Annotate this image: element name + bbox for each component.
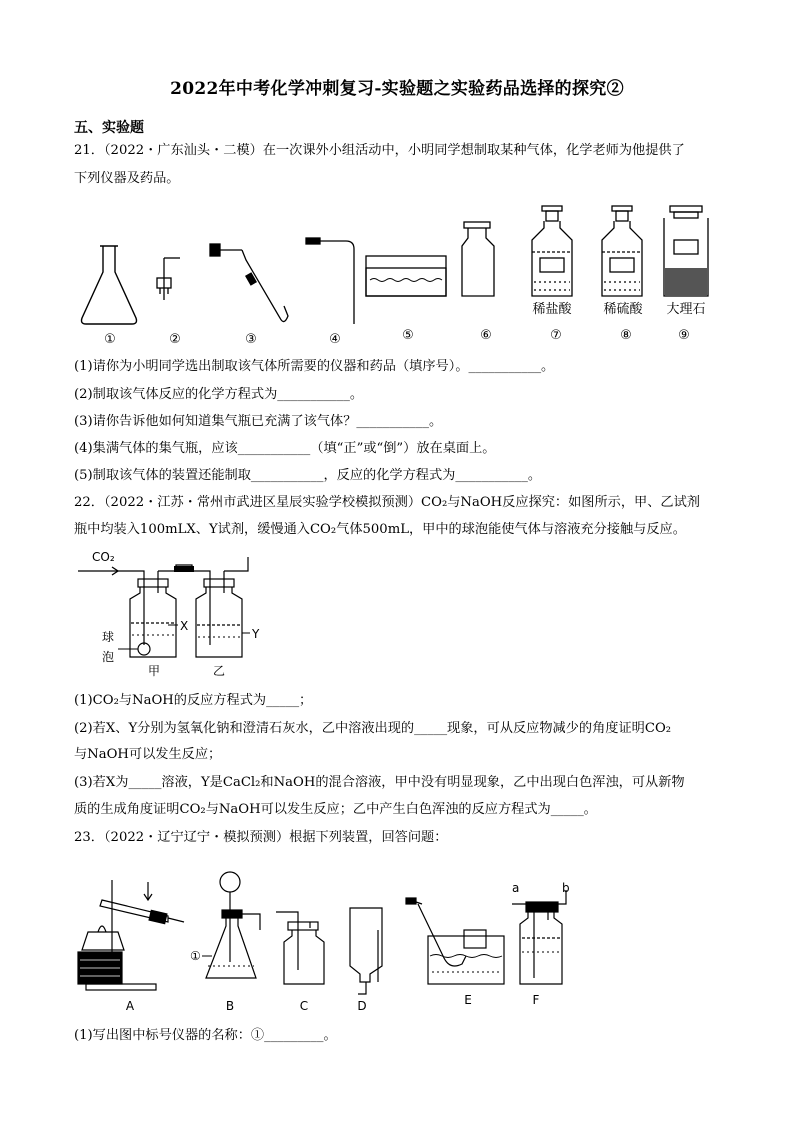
q22-sub2-line1: (2)若X、Y分别为氢氧化钠和澄清石灰水，乙中溶液出现的_____现象，可从反应物减少的角度证明CO₂ <box>74 721 672 736</box>
q23-apparatus-figure <box>72 860 592 1020</box>
port-a-label: a <box>512 881 520 895</box>
bent-tube-icon <box>210 244 288 322</box>
q21-stem-line2: 下列仪器及药品。 <box>74 171 180 186</box>
fig21-label-3: ③ <box>245 332 257 347</box>
q23-stem: 23．（2022・辽宁辽宁・模拟预测）根据下列装置，回答问题： <box>74 830 448 845</box>
apparatus-b-marker: ① <box>190 949 201 963</box>
q21-stem-line1: 21．（2022・广东汕头・二模）在一次课外小组活动中，小明同学想制取某种气体，化学老师为他提供了 <box>74 143 685 158</box>
apparatus-e-trough-icon <box>406 898 504 984</box>
q22-stem-line2: 瓶中均装入100mLX、Y试剂，缓慢通入CO₂气体500mL，甲中的球泡能使气体与溶液充分接触与反应。 <box>74 522 686 537</box>
fig21-label-9: ⑨ <box>678 328 690 343</box>
apparatus-a-heating-icon <box>78 880 184 990</box>
fig21-label-5: ⑤ <box>402 328 414 343</box>
q21-sub3: (3)请你告诉他如何知道集气瓶已充满了该气体？___________。 <box>74 414 443 429</box>
bottle-jia-label: 甲 <box>148 664 161 677</box>
fig21-label-2: ② <box>169 332 181 347</box>
q22-sub2-line2: 与NaOH可以发生反应； <box>74 747 222 762</box>
water-trough-icon <box>366 256 446 296</box>
q21-sub2: (2)制取该气体反应的化学方程式为___________。 <box>74 387 364 402</box>
fig21-label-1: ① <box>104 332 116 347</box>
q21-sub1: (1)请你为小明同学选出制取该气体所需要的仪器和药品（填序号）。___________。 <box>74 359 555 374</box>
reagent-bottle-h2so4-icon <box>602 206 642 296</box>
fig21-label-4: ④ <box>329 332 341 347</box>
port-b-label: b <box>562 881 570 895</box>
fig21-label-8: ⑧ <box>620 328 632 343</box>
gas-collecting-bottle-icon <box>462 222 494 296</box>
fig21-label-6: ⑥ <box>480 328 492 343</box>
reagent-y-label: Y <box>252 627 260 641</box>
apparatus-f-bottle-icon <box>512 890 566 984</box>
apparatus-d-inverted-bottle-icon <box>350 908 382 994</box>
apparatus-c-bottle-icon <box>276 912 324 984</box>
q23-sub1: (1)写出图中标号仪器的名称：①_________。 <box>74 1028 337 1043</box>
q22-sub3-line2: 质的生成角度证明CO₂与NaOH可以发生反应；乙中产生白色浑浊的反应方程式为_____。 <box>74 802 597 817</box>
bottle-yi-icon <box>196 557 248 657</box>
apparatus-label-e: E <box>464 993 472 1007</box>
q22-sub3-line1: (3)若X为_____溶液，Y是CaCl₂和NaOH的混合溶液，甲中没有明显现象，乙中出现白色浑浊，可从新物 <box>74 775 685 790</box>
q22-sub1: (1)CO₂与NaOH的反应方程式为_____； <box>74 693 313 708</box>
bulb-label-1: 球 <box>102 630 115 644</box>
reagent-label-h2so4: 稀硫酸 <box>603 302 643 317</box>
q22-stem-line1: 22．（2022・江苏・常州市武进区星辰实验学校模拟预测）CO₂与NaOH反应探究：如图所示，甲、乙试剂 <box>74 495 700 510</box>
reagent-label-marble: 大理石 <box>666 302 706 317</box>
delivery-tube-icon <box>306 238 354 324</box>
q21-apparatus-figure <box>70 200 730 350</box>
q21-sub4: (4)集满气体的集气瓶，应该___________（填“正”或“倒”）放在桌面上。 <box>74 441 496 456</box>
reagent-label-hcl: 稀盐酸 <box>532 302 572 317</box>
page-title: 2022年中考化学冲刺复习-实验题之实验药品选择的探究② <box>170 79 624 99</box>
fig21-label-7: ⑦ <box>550 328 562 343</box>
apparatus-label-b: B <box>225 999 235 1013</box>
apparatus-label-f: F <box>532 993 540 1007</box>
q22-apparatus-figure <box>78 545 288 677</box>
apparatus-b-conical-icon <box>206 872 260 978</box>
co2-label: CO₂ <box>92 550 115 564</box>
apparatus-label-d: D <box>357 999 367 1013</box>
stopper-tube-icon <box>157 258 180 300</box>
q21-sub5: (5)制取该气体的装置还能制取___________，反应的化学方程式为___________。 <box>74 468 542 483</box>
reagent-x-label: X <box>180 619 189 633</box>
reagent-bottle-hcl-icon <box>532 206 572 296</box>
apparatus-label-a: A <box>125 999 135 1013</box>
bottle-yi-label: 乙 <box>213 664 226 677</box>
wide-mouth-bottle-marble-icon <box>664 206 708 296</box>
apparatus-label-c: C <box>299 999 309 1013</box>
bulb-label-2: 泡 <box>102 650 115 664</box>
bottle-jia-icon <box>118 565 202 657</box>
section-heading: 五、实验题 <box>74 120 144 136</box>
conical-flask-icon <box>82 246 137 324</box>
